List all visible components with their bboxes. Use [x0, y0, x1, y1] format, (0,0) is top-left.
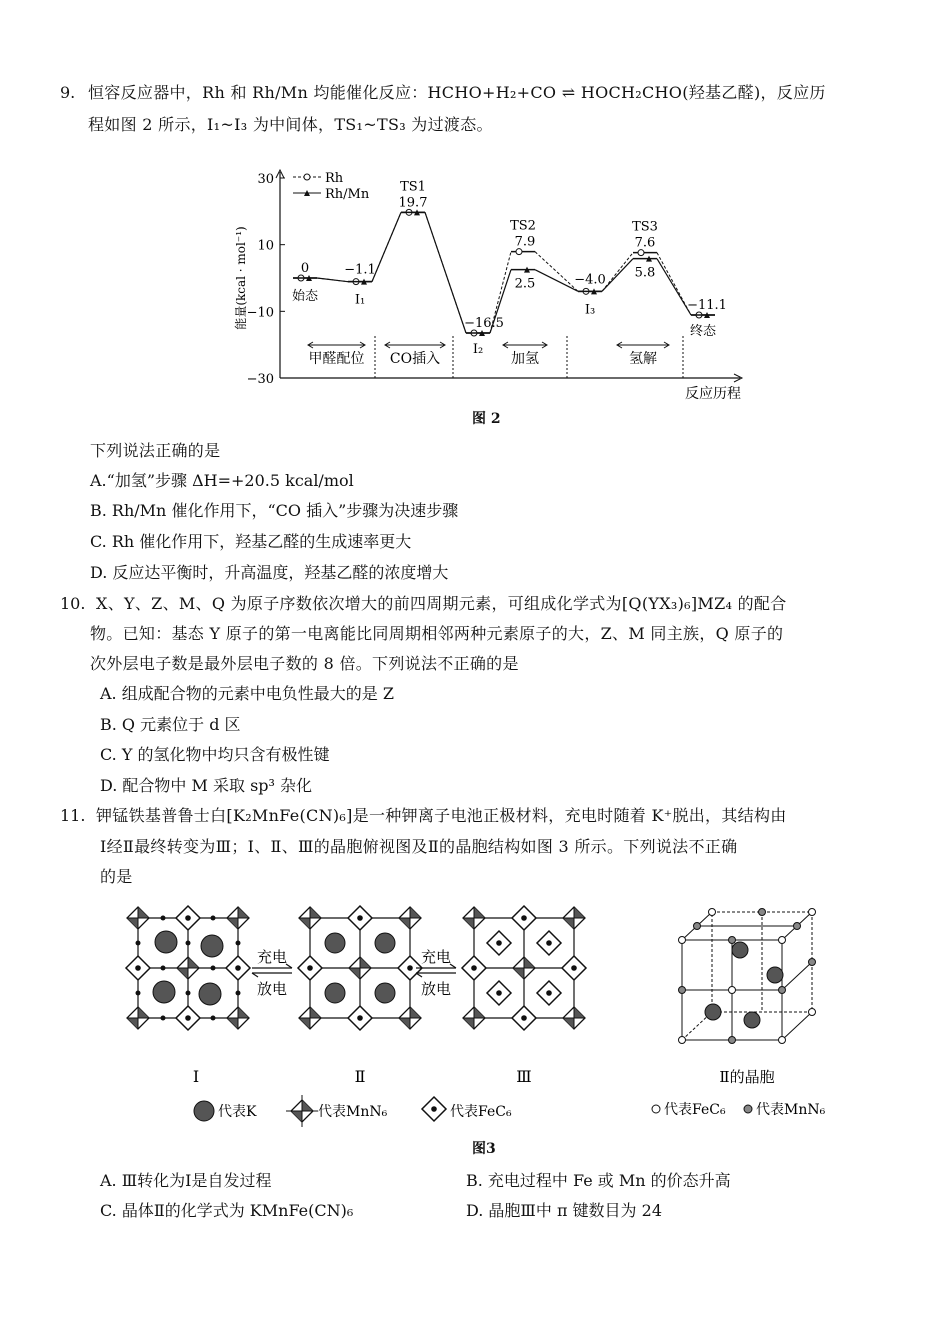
structure-3 — [462, 906, 586, 1030]
legend-k-label: 代表K — [218, 1104, 257, 1120]
connector-Rh — [535, 252, 578, 292]
state-label: I₁ — [354, 292, 366, 308]
question-11-line-3: 的是 — [100, 867, 133, 886]
x-axis-label: 反应历程 — [685, 386, 741, 402]
connector-Rh/Mn — [602, 259, 633, 292]
figure-3-caption: 图3 — [472, 1141, 496, 1157]
legend-fec6-label: 代表FeC₆ — [450, 1104, 512, 1120]
state-label: 终态 — [689, 324, 717, 339]
step-label: 氢解 — [629, 351, 657, 367]
data-label: 19.7 — [398, 195, 428, 211]
step-label: 加氢 — [511, 351, 539, 367]
data-label: 7.6 — [634, 235, 656, 251]
question-10-line-1: X、Y、Z、M、Q 为原子序数依次增大的前四周期元素，可组成化学式为[Q(YX₃)₆]MZ₄ 的配合 — [96, 594, 787, 613]
question-9-option-c: C. Rh 催化作用下，羟基乙醛的生成速率更大 — [90, 532, 412, 551]
question-11-option-b: B. 充电过程中 Fe 或 Mn 的价态升高 — [466, 1171, 731, 1190]
connector-Rh/Mn — [317, 278, 348, 282]
legend-cell-mnn6-label: 代表MnN₆ — [756, 1102, 826, 1118]
arrow-1-bottom: 放电 — [256, 980, 288, 998]
structure-2 — [298, 906, 422, 1030]
data-label: 7.9 — [514, 234, 536, 250]
data-label: −1.1 — [344, 262, 376, 278]
data-label: −16.5 — [464, 316, 504, 331]
structure-2-label: Ⅱ — [354, 1067, 366, 1086]
crystal-structure-figure — [120, 900, 850, 1130]
question-9-option-d: D. 反应达平衡时，升高温度，羟基乙醛的浓度增大 — [90, 563, 449, 582]
step-label: 甲醛配位 — [308, 351, 365, 367]
question-10-option-b: B. Q 元素位于 d 区 — [100, 715, 241, 734]
connector-Rh/Mn — [372, 212, 401, 281]
unit-cell-label: Ⅱ的晶胞 — [719, 1068, 775, 1086]
question-10-option-a: A. 组成配合物的元素中电负性最大的是 Z — [100, 684, 394, 703]
structure-1-label: Ⅰ — [192, 1067, 200, 1086]
data-label: 5.8 — [634, 265, 656, 281]
state-label: TS1 — [400, 179, 426, 195]
connector-Rh/Mn — [657, 259, 691, 315]
question-9-line-1: 恒容反应器中，Rh 和 Rh/Mn 均能催化反应：HCHO+H₂+CO ⇌ HOCH₂CHO(羟基乙醛)，反应历 — [88, 83, 826, 102]
arrow-1-top: 充电 — [256, 948, 288, 966]
y-tick-label: 30 — [257, 172, 274, 187]
energy-profile-chart — [225, 160, 755, 410]
state-label: 始态 — [291, 289, 319, 304]
state-label: TS2 — [510, 218, 536, 234]
question-10-option-c: C. Y 的氢化物中均只含有极性键 — [100, 745, 330, 764]
y-tick-label: −10 — [246, 305, 274, 321]
unit-cell-atoms — [679, 909, 816, 1044]
question-9-option-b: B. Rh/Mn 催化作用下，“CO 插入”步骤为决速步骤 — [90, 501, 459, 520]
state-label: I₃ — [584, 302, 596, 318]
question-11-option-c: C. 晶体Ⅱ的化学式为 KMnFe(CN)₆ — [100, 1201, 354, 1220]
y-tick-label: −30 — [246, 372, 274, 387]
legend-cell-mnn6 — [744, 1101, 826, 1118]
legend-cell-fec6-label: 代表FeC₆ — [664, 1102, 726, 1118]
legend-k — [194, 1101, 257, 1121]
connector-Rh/Mn — [535, 270, 578, 292]
structure-3-label: Ⅲ — [516, 1067, 532, 1086]
question-10-number: 10. — [60, 594, 86, 613]
data-label: −11.1 — [687, 298, 727, 313]
data-label: 2.5 — [514, 276, 536, 292]
question-9-number: 9. — [60, 83, 76, 102]
question-10-line-3: 次外层电子数是最外层电子数的 8 倍。下列说法不正确的是 — [90, 654, 519, 673]
question-10-option-d: D. 配合物中 M 采取 sp³ 杂化 — [100, 776, 313, 795]
legend-mnn6-label: 代表MnN₆ — [318, 1104, 388, 1120]
legend-rh-marker — [304, 174, 310, 180]
connector-Rh — [602, 253, 633, 292]
question-11-number: 11. — [60, 806, 86, 825]
legend-cell-fec6 — [652, 1101, 726, 1118]
question-10-line-2: 物。已知：基态 Y 原子的第一电离能比同周期相邻两种元素原子的大，Z、M 同主族，Q 原子的 — [90, 624, 784, 643]
legend-rh-label: Rh — [325, 171, 344, 186]
data-label: −4.0 — [574, 272, 606, 288]
state-label: I₂ — [472, 342, 484, 357]
question-11-option-a: A. Ⅲ转化为Ⅰ是自发过程 — [100, 1171, 272, 1190]
connector-Rh/Mn — [425, 212, 466, 333]
question-11-line-2: Ⅰ经Ⅱ最终转变为Ⅲ；Ⅰ、Ⅱ、Ⅲ的晶胞俯视图及Ⅱ的晶胞结构如图 3 所示。下列说法不正确 — [100, 837, 738, 856]
question-9-option-a: A.“加氢”步骤 ΔH=+20.5 kcal/mol — [90, 471, 354, 490]
legend-mnn6 — [286, 1095, 388, 1127]
state-label: TS3 — [632, 219, 658, 235]
arrow-2-top: 充电 — [420, 948, 452, 966]
structure-1 — [126, 906, 250, 1030]
arrow-2-bottom: 放电 — [420, 980, 452, 998]
question-9-stem: 下列说法正确的是 — [90, 441, 221, 460]
y-tick-label: 10 — [257, 238, 274, 254]
question-9-line-2: 程如图 2 所示，I₁~I₃ 为中间体，TS₁~TS₃ 为过渡态。 — [88, 115, 493, 134]
question-11-line-1: 钾锰铁基普鲁士白[K₂MnFe(CN)₆]是一种钾离子电池正极材料，充电时随着 K⁺脱出，其结构由 — [96, 806, 787, 825]
step-label: CO插入 — [389, 351, 441, 367]
figure-2-caption: 图 2 — [472, 411, 501, 427]
legend-rhmn-label: Rh/Mn — [325, 187, 370, 202]
question-11-option-d: D. 晶胞Ⅲ中 π 键数目为 24 — [466, 1201, 662, 1220]
y-axis-label: 能量(kcal · mol⁻¹) — [234, 226, 248, 330]
data-label: 0 — [300, 261, 310, 276]
legend-fec6 — [422, 1097, 512, 1121]
